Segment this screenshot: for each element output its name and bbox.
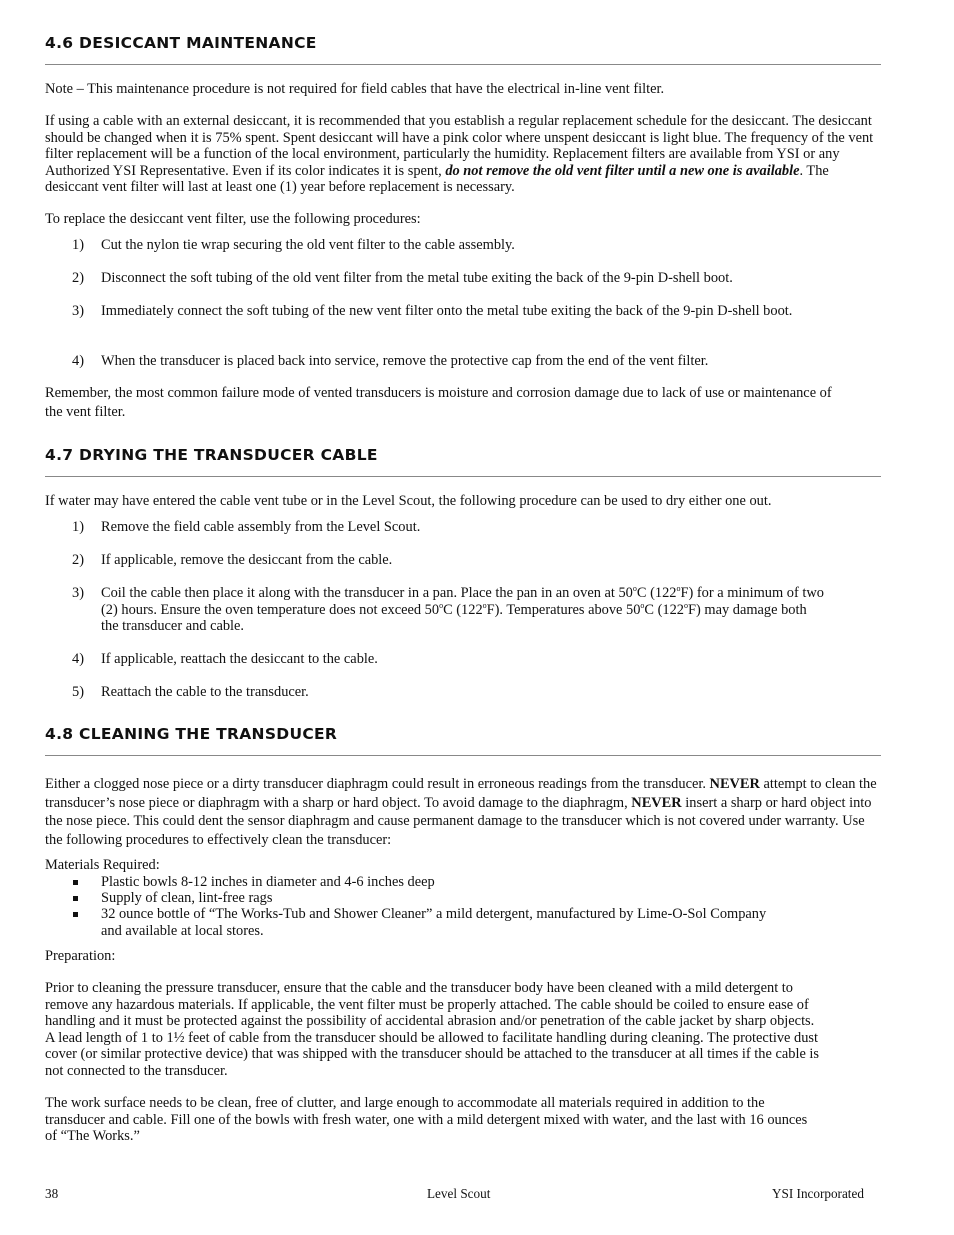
section-divider (45, 64, 881, 65)
never-emphasis: NEVER (631, 794, 682, 811)
step-text: Remove the field cable assembly from the Level Scout. (101, 519, 421, 535)
footer-product: Level Scout (427, 1186, 491, 1201)
step-number: 2) (72, 552, 84, 568)
material-text: Supply of clean, lint-free rags (101, 890, 273, 906)
step-number: 4) (72, 353, 84, 369)
footer-company: YSI Incorporated (772, 1186, 864, 1201)
step-text: When the transducer is placed back into service, remove the protective cap from the end of the vent filter. (101, 353, 709, 369)
preparation-paragraph: Prior to cleaning the pressure transducer, ensure that the cable and the transducer body have been cleaned with a mild detergent to remove any hazardous materials. If applicable, the vent filter must be properly attached. The cable should be coiled to ensure ease of handling and it must be protected against the possibility of accidental abrasion and/or penetration of the cable jacket by sharp objects. A lead length of 1 to 1½ feet of cable from the transducer should be allowed to facilitate handling during cleaning. The protective dust cover (or similar protective device) that was shipped with the transducer should be attached to the transducer at all times if the cable is not connected to the transducer. (45, 980, 820, 1079)
step-text: If applicable, reattach the desiccant to the cable. (101, 651, 378, 667)
material-text: Plastic bowls 8-12 inches in diameter and 4-6 inches deep (101, 874, 435, 890)
never-emphasis: NEVER (709, 776, 760, 792)
step-text: If applicable, remove the desiccant from the cable. (101, 552, 393, 568)
bullet-icon (73, 896, 78, 901)
materials-label: Materials Required: (45, 857, 160, 873)
step-number: 4) (72, 651, 84, 667)
section-divider (45, 755, 881, 756)
desiccant-paragraph (45, 113, 877, 196)
cleaning-paragraph (45, 775, 879, 849)
step-text: Cut the nylon tie wrap securing the old vent filter to the cable assembly. (101, 237, 515, 253)
desiccant-warning: do not remove the old vent filter until a new one is available (445, 162, 800, 179)
section-heading-4-8: 4.8 CLEANING THE TRANSDUCER (45, 725, 338, 743)
cleaning-text-c: insert a sharp or hard object into the nose piece. This could dent the sensor diaphragm and cause permanent damage to the transducer which is not covered under warranty. Use the following procedures to effectively clean the transducer: (45, 794, 872, 848)
section-heading-4-7: 4.7 DRYING THE TRANSDUCER CABLE (45, 446, 378, 464)
step-text: Reattach the cable to the transducer. (101, 684, 309, 700)
step-text: Disconnect the soft tubing of the old vent filter from the metal tube exiting the back of the 9-pin D-shell boot. (101, 270, 733, 286)
step-number: 3) (72, 585, 84, 601)
remember-paragraph: Remember, the most common failure mode of vented transducers is moisture and corrosion damage due to lack of use or maintenance of the vent filter. (45, 385, 832, 420)
step-number: 2) (72, 270, 84, 286)
page-number: 38 (45, 1186, 59, 1201)
note-paragraph: Note – This maintenance procedure is not required for field cables that have the electrical in-line vent filter. (45, 81, 665, 97)
desiccant-text-a: If using a cable with an external desiccant, it is recommended that you establish a regular replacement schedule for the desiccant. The desiccant should be changed when it is 75% spent. Spent desiccant will have a pink color where unspent desiccant is light blue. The frequency of the vent filter replacement will be a function of the local environment, particularly the humidity. Replacement filters are available from YSI or any Authorized YSI Representative. Even if its color indicates it is spent, (45, 113, 874, 179)
cleaning-text-a: Either a clogged nose piece or a dirty transducer diaphragm could result in erroneous readings from the transducer. (45, 776, 710, 792)
bullet-icon (73, 912, 78, 917)
cleaning-text-b: attempt to clean the transducer’s nose piece or diaphragm with a sharp or hard object. To avoid damage to the diaphragm, (45, 776, 877, 811)
section-divider (45, 476, 881, 477)
material-text: 32 ounce bottle of “The Works-Tub and Shower Cleaner” a mild detergent, manufactured by Lime-O-Sol Company and available at local stores. (101, 906, 767, 939)
desiccant-text-b: . The desiccant vent filter will last at least one (1) year before replacement is necessary. (45, 162, 829, 196)
section-heading-4-6: 4.6 DESICCANT MAINTENANCE (45, 34, 317, 52)
step-number: 1) (72, 519, 84, 535)
bullet-icon (73, 880, 78, 885)
step-text: Immediately connect the soft tubing of the new vent filter onto the metal tube exiting the back of the 9-pin D-shell boot. (101, 303, 793, 319)
step-number: 3) (72, 303, 84, 319)
step-text: Coil the cable then place it along with the transducer in a pan. Place the pan in an oven at 50$^o$C (122$^o$F) for a minimum of two (2) hours. Ensure the oven temperature does not exceed 50$^o$C (122$^o$F). Temperatures above 50$^o$C (122$^o$F) may damage both the transducer and cable. (101, 584, 824, 635)
work-surface-paragraph: The work surface needs to be clean, free of clutter, and large enough to accommodate all materials required in addition to the transducer and cable. Fill one of the bowls with fresh water, one with a mild detergent mixed with water, and the last with 16 ounces of “The Works.” (45, 1095, 808, 1145)
drying-intro: If water may have entered the cable vent tube or in the Level Scout, the following procedure can be used to dry either one out. (45, 493, 772, 509)
step-number: 5) (72, 684, 84, 700)
step-number: 1) (72, 237, 84, 253)
procedure-intro: To replace the desiccant vent filter, use the following procedures: (45, 211, 421, 227)
preparation-label: Preparation: (45, 948, 116, 964)
